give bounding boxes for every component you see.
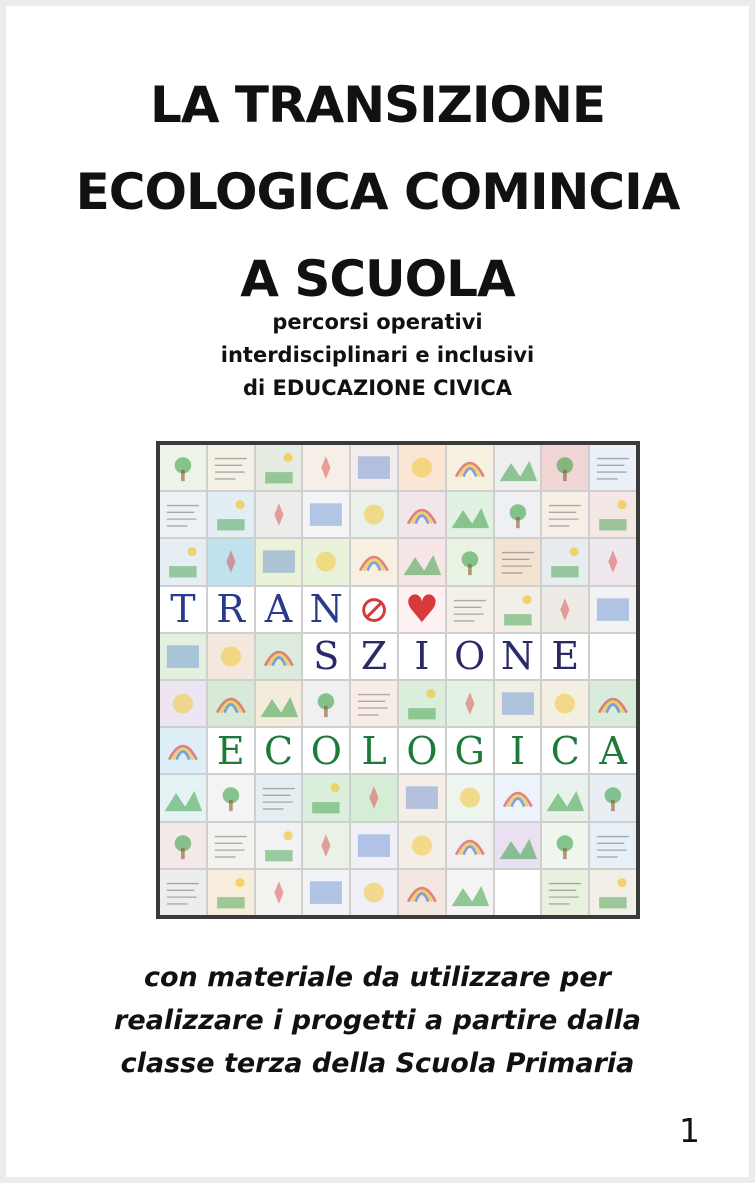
collage-tile [447,445,493,490]
child-drawing-icon [590,681,636,726]
child-drawing-icon [160,681,206,726]
collage-tile [351,539,397,584]
child-drawing-icon [208,539,254,584]
collage-tile [303,775,349,820]
collage-tile [447,634,493,679]
collage-tile [160,634,206,679]
child-drawing-icon [590,823,636,868]
child-drawing-icon [590,445,636,490]
child-drawing-icon [208,681,254,726]
collage-tile [590,870,636,915]
child-drawing-icon [208,634,254,679]
child-drawing-icon [351,539,397,584]
child-drawing-icon [447,587,493,632]
collage-letter: O [310,728,342,773]
child-drawing-icon [495,587,541,632]
child-drawing-icon [208,492,254,537]
child-drawing-icon [208,870,254,915]
collage-tile [351,728,397,773]
child-drawing-icon [160,634,206,679]
collage-tile [495,445,541,490]
collage-tile [256,681,302,726]
child-drawing-icon [399,870,445,915]
collage-tile [351,870,397,915]
collage-tile [495,823,541,868]
collage-tile [542,681,588,726]
child-drawing-icon [208,775,254,820]
child-drawing-icon [303,823,349,868]
collage-tile [351,823,397,868]
collage-tile [351,492,397,537]
collage-letter: A [264,587,293,632]
collage-tile [303,587,349,632]
subtitle-line-2: interdisciplinari e inclusivi [220,343,535,367]
collage-tile [256,870,302,915]
child-drawing-icon [256,870,302,915]
collage-letter: E [216,728,245,773]
child-drawing-icon [447,823,493,868]
child-drawing-icon [303,681,349,726]
collage-tile [208,492,254,537]
child-drawing-icon [447,681,493,726]
collage-tile [160,870,206,915]
collage-tile [399,681,445,726]
child-drawing-icon [160,728,206,773]
child-drawing-icon [495,775,541,820]
child-drawing-icon [495,539,541,584]
collage-tile [447,539,493,584]
collage-tile [447,823,493,868]
collage-letter: A [599,728,627,773]
collage-tile [542,728,588,773]
child-drawing-icon [542,681,588,726]
child-drawing-icon [399,445,445,490]
collage-tile [399,539,445,584]
subtitle-line-1: percorsi operativi [272,310,483,334]
collage-letter: I [414,634,430,679]
child-drawing-icon [447,775,493,820]
subtitle-line-3: di EDUCAZIONE CIVICA [242,376,513,400]
collage-tile [256,587,302,632]
child-drawing-icon [542,587,588,632]
collage-tile [399,587,445,632]
collage-tile [495,539,541,584]
collage-tile [590,587,636,632]
child-drawing-icon [399,681,445,726]
child-drawing-icon [542,445,588,490]
collage-tile [303,539,349,584]
collage-tile [160,492,206,537]
collage-tile [160,587,206,632]
child-drawing-icon [160,775,206,820]
page-title [0,62,755,323]
collage-letter: N [309,587,343,632]
child-drawing-icon [256,775,302,820]
collage-tile [447,492,493,537]
collage-tile [256,445,302,490]
child-drawing-icon [542,870,588,915]
child-drawing-icon [399,539,445,584]
collage-tile [542,634,588,679]
collage-tile [542,870,588,915]
collage-tile [399,728,445,773]
collage-tile [590,445,636,490]
footer-line-1: con materiale da utilizzare per [144,962,611,993]
child-drawing-icon [303,775,349,820]
collage-tile [208,445,254,490]
child-drawing-icon [542,775,588,820]
child-drawing-icon [160,870,206,915]
child-drawing-icon [256,823,302,868]
collage-tile [160,775,206,820]
collage-tile [495,634,541,679]
collage-letter: N [500,634,535,679]
child-drawing-icon [160,492,206,537]
collage-tile [590,539,636,584]
collage-tile [208,775,254,820]
child-drawing-icon [542,823,588,868]
collage-tile [399,823,445,868]
collage-tile [542,492,588,537]
child-drawing-icon [303,445,349,490]
collage-tile [303,823,349,868]
collage-tile [303,681,349,726]
child-drawing-icon [256,492,302,537]
child-drawing-icon [495,681,541,726]
collage-tile [495,870,541,915]
collage-tile [495,728,541,773]
collage-grid [160,445,636,915]
collage-letter: I [509,728,525,773]
collage-tile [208,539,254,584]
collage-tile [495,587,541,632]
collage-letter: G [454,728,485,773]
collage-tile [208,587,254,632]
collage-letter: O [454,634,486,679]
child-drawing-icon [160,539,206,584]
collage-tile [303,870,349,915]
child-drawing-icon [399,775,445,820]
collage-tile [447,775,493,820]
collage-tile [495,492,541,537]
collage-tile [542,445,588,490]
child-drawing-icon [256,445,302,490]
collage-tile [590,823,636,868]
collage-tile [303,445,349,490]
child-drawing-icon [256,539,302,584]
collage-tile [160,681,206,726]
child-drawing-icon [399,823,445,868]
collage-tile [447,681,493,726]
collage-tile [590,634,636,679]
collage-tile [542,823,588,868]
footer-line-3: classe terza della Scuola Primaria [120,1048,635,1079]
collage-tile [208,634,254,679]
collage-tile [256,634,302,679]
collage-tile [160,823,206,868]
collage-letter: L [361,728,387,773]
child-drawing-icon [495,445,541,490]
collage-tile [590,728,636,773]
child-drawing-icon [447,870,493,915]
child-drawing-icon [590,587,636,632]
collage-tile [351,445,397,490]
child-drawing-icon [351,445,397,490]
child-drawing-icon [542,492,588,537]
collage-tile [351,775,397,820]
collage-letter: S [313,634,340,679]
child-drawing-icon [303,492,349,537]
collage-tile [160,445,206,490]
child-drawing-icon [256,634,302,679]
collage-tile [351,681,397,726]
cover-image-collage [156,441,640,919]
collage-tile [256,775,302,820]
collage-tile [590,775,636,820]
child-drawing-icon [447,492,493,537]
child-drawing-icon [303,870,349,915]
collage-letter: ⊘ [358,587,390,632]
child-drawing-icon [351,681,397,726]
collage-letter: ♥ [404,587,439,632]
collage-tile [495,775,541,820]
collage-tile [351,634,397,679]
child-drawing-icon [351,492,397,537]
collage-letter: C [263,728,294,773]
collage-tile [208,728,254,773]
child-drawing-icon [303,539,349,584]
child-drawing-icon [399,492,445,537]
title-line-3: A SCUOLA [240,250,515,308]
collage-tile [542,587,588,632]
collage-letter: T [170,587,196,632]
collage-tile [399,870,445,915]
child-drawing-icon [590,870,636,915]
subtitle [0,306,755,405]
child-drawing-icon [495,823,541,868]
child-drawing-icon [351,775,397,820]
collage-tile [399,445,445,490]
child-drawing-icon [208,823,254,868]
collage-tile [447,587,493,632]
collage-tile [208,681,254,726]
collage-letter: R [216,587,245,632]
child-drawing-icon [447,539,493,584]
collage-tile [590,681,636,726]
title-line-1: LA TRANSIZIONE [149,76,606,134]
child-drawing-icon [447,445,493,490]
footer-line-2: realizzare i progetti a partire dalla [114,1005,641,1036]
collage-tile [303,634,349,679]
collage-tile [447,870,493,915]
collage-tile [495,681,541,726]
collage-tile [256,492,302,537]
collage-tile [208,870,254,915]
collage-tile [256,539,302,584]
child-drawing-icon [351,823,397,868]
page-number: 1 [679,1111,700,1150]
collage-tile [256,823,302,868]
collage-letter: Z [360,634,388,679]
collage-tile [256,728,302,773]
child-drawing-icon [160,445,206,490]
collage-tile [399,492,445,537]
child-drawing-icon [256,681,302,726]
collage-tile [542,539,588,584]
collage-tile [542,775,588,820]
collage-tile [303,728,349,773]
child-drawing-icon [351,870,397,915]
collage-letter: E [551,634,580,679]
footer-text [0,956,755,1085]
collage-tile [208,823,254,868]
title-line-2: ECOLOGICA COMINCIA [75,163,680,221]
collage-tile [160,539,206,584]
document-page [6,6,749,1177]
child-drawing-icon [590,492,636,537]
collage-tile [399,634,445,679]
child-drawing-icon [590,539,636,584]
collage-tile [447,728,493,773]
child-drawing-icon [160,823,206,868]
child-drawing-icon [542,539,588,584]
collage-tile [351,587,397,632]
child-drawing-icon [208,445,254,490]
collage-tile [303,492,349,537]
child-drawing-icon [495,492,541,537]
collage-letter: O [406,728,438,773]
collage-tile [399,775,445,820]
collage-tile [160,728,206,773]
child-drawing-icon [590,775,636,820]
collage-letter: C [550,728,580,773]
collage-tile [590,492,636,537]
